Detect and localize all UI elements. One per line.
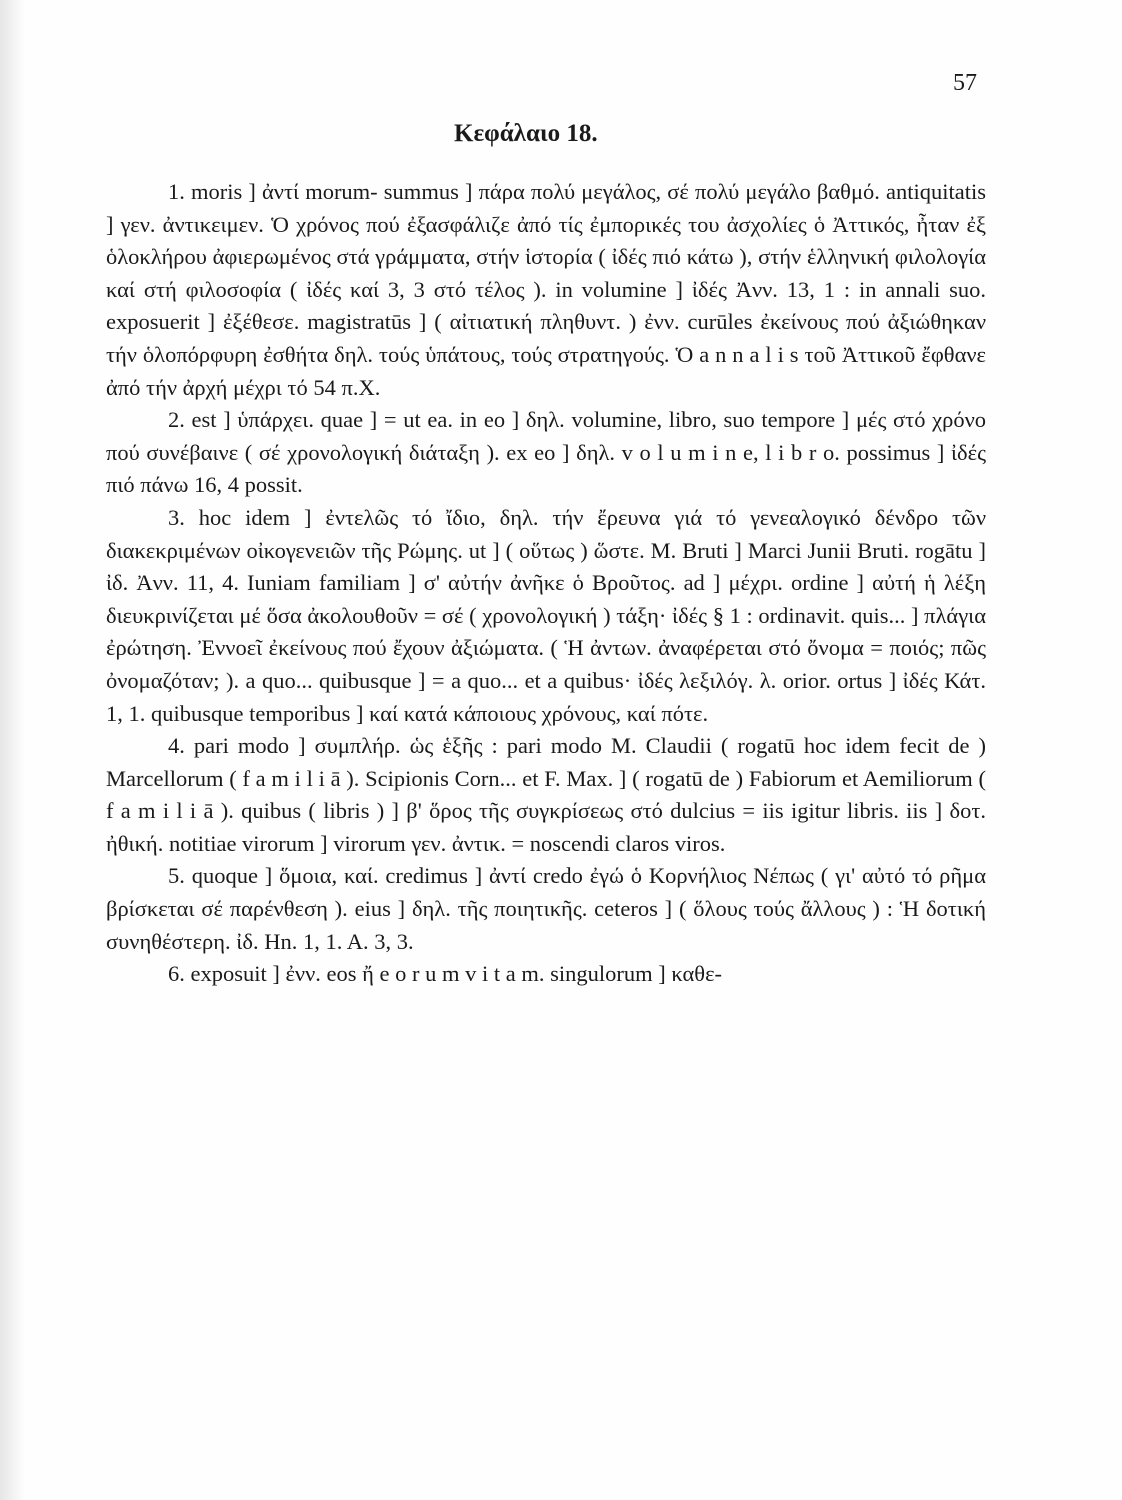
paragraph-3: 3. hoc idem ] ἐντελῶς τό ἴδιο, δηλ. τήν ἔρευνα γιά τό γενεαλογικό δένδρο τῶν διακεκριμένων οἰκογενειῶν τῆς Ρώμης. ut ] ( οὕτως ) ὥστε. M. Bruti ] Marci Junii Bruti. rogātu ] ἰδ. Ἀνν. 11, 4. Iuniam familiam ] σ' αὐτήν ἀνῆκε ὁ Βροῦτος. ad ] μέχρι. ordine ] αὐτή ἡ λέξη διευκρινίζεται μέ ὅσα ἀκολουθοῦν = σέ ( χρονολογική ) τάξη· ἰδές § 1 : ordinavit. quis... ] πλάγια ἐρώτηση. Ἐννοεῖ ἐκείνους πού ἔχουν ἀξιώματα. ( Ἡ ἀντων. ἀναφέρεται στό ὄνομα = ποιός; πῶς ὀνομαζόταν; ). a quo... quibusque ] = a quo... et a quibus· ἰδές λεξιλόγ. λ. orior. ortus ] ἰδές Κάτ. 1, 1. quibusque temporibus ] καί κατά κάποιους χρόνους, καί πότε. (106, 504, 986, 726)
paragraph-6: 6. exposuit ] ἐνν. eos ἤ e o r u m v i t a m. singulorum ] καθε- (168, 961, 723, 987)
page-number: 57 (953, 70, 977, 96)
page-binding-shadow (0, 0, 26, 1500)
chapter-title: Κεφάλαιο 18. (454, 120, 598, 147)
paragraph-2: 2. est ] ὑπάρχει. quae ] = ut ea. in eo ] δηλ. volumine, libro, suo tempore ] μές στό χρόνο πού συνέβαινε ( σέ χρονολογική διάταξη ). ex eo ] δηλ. v o l u m i n e, l i b r o. possimus ] ἰδές πιό πάνω 16, 4 possit. (106, 407, 986, 498)
paragraph-1: 1. moris ] ἀντί morum- summus ] πάρα πολύ μεγάλος, σέ πολύ μεγάλο βαθμό. antiquitatis ] γεν. ἀντικειμεν. Ὁ χρόνος πού ἐξασφάλιζε ἀπό τίς ἐμπορικές του ἀσχολίες ὁ Ἀττικός, ἦταν ἐξ ὁλοκλήρου ἀφιερωμένος στά γράμματα, στήν ἱστορία ( ἰδές πιό κάτω ), στήν ἑλληνική φιλολογία καί στή φιλοσοφία ( ἰδές καί 3, 3 στό τέλος ). in volumine ] ἰδές Ἀνν. 13, 1 : in annali suo. exposuerit ] ἐξέθεσε. magistratūs ] ( αἰτιατική πληθυντ. ) ἐνν. curūles ἐκείνους πού ἀξιώθηκαν τήν ὁλοπόρφυρη ἐσθήτα δηλ. τούς ὑπάτους, τούς στρατηγούς. Ὁ a n n a l i s τοῦ Ἀττικοῦ ἔφθανε ἀπό τήν ἀρχή μέχρι τό 54 π.Χ. (106, 179, 986, 400)
commentary-body (106, 176, 986, 991)
paragraph-5: 5. quoque ] ὅμοια, καί. credimus ] ἀντί credo ἐγώ ὁ Κορνήλιος Νέπως ( γι' αὐτό τό ρῆμα βρίσκεται σέ παρένθεση ). eius ] δηλ. τῆς ποιητικῆς. ceteros ] ( ὅλους τούς ἄλλους ) : Ἡ δοτική συνηθέστερη. ἰδ. Hn. 1, 1. A. 3, 3. (106, 863, 986, 954)
paragraph-4: 4. pari modo ] συμπλήρ. ὡς ἑξῆς : pari modo M. Claudii ( rogatū hoc idem fecit de ) Marcellorum ( f a m i l i ā ). Scipionis Corn... et F. Max. ] ( rogatū de ) Fabiorum et Aemiliorum ( f a m i l i ā ). quibus ( libris ) ] β' ὅρος τῆς συγκρίσεως στό dulcius = iis igitur libris. iis ] δοτ. ἠθική. notitiae virorum ] virorum γεν. ἀντικ. = noscendi claros viros. (106, 733, 986, 856)
